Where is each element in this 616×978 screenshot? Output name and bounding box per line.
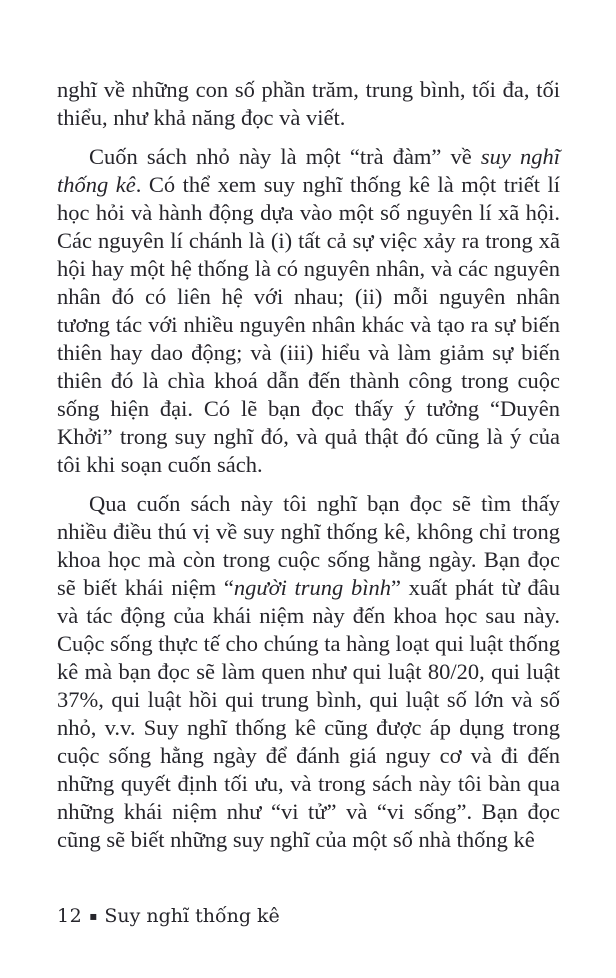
paragraph-text: Cuốn sách nhỏ này là một “trà đàm” về	[89, 144, 481, 169]
body-text	[57, 76, 560, 865]
paragraph-text: Qua cuốn sách này tôi nghĩ bạn đọc sẽ tìm thấy nhiều điều thú vị về suy nghĩ thống kê, không chỉ trong khoa học mà còn trong cuộc sống hằng ngày. Bạn đọc sẽ biết khái niệm “	[57, 491, 560, 600]
page-number: 12	[57, 905, 83, 927]
running-title: Suy nghĩ thống kê	[104, 905, 280, 927]
paragraph-text: ” xuất phát từ đâu và tác động của khái niệm này đến khoa học sau này. Cuộc sống thực tế cho chúng ta hàng loạt qui luật thống kê mà bạn đọc sẽ làm quen như qui luật 80/20, qui luật 37%, qui luật hồi qui trung bình, qui luật số lớn và số nhỏ, v.v. Suy nghĩ thống kê cũng được áp dụng trong cuộc sống hằng ngày để đánh giá nguy cơ và đi đến những quyết định tối ưu, và trong sách này tôi bàn qua những khái niệm như “vi tử” và “vi sống”. Bạn đọc cũng sẽ biết những suy nghĩ của một số nhà thống kê	[57, 575, 560, 852]
footer-square-bullet-icon: ▪	[89, 909, 98, 923]
paragraph-text: . Có thể xem suy nghĩ thống kê là một triết lí học hỏi và hành động dựa vào một số nguyên lí xã hội. Các nguyên lí chánh là (i) tất cả sự việc xảy ra trong xã hội hay một hệ thống là có nguyên nhân, và các nguyên nhân đó có liên hệ với nhau; (ii) mỗi nguyên nhân tương tác với nhiều nguyên nhân khác và tạo ra sự biến thiên hay dao động; và (iii) hiểu và làm giảm sự biến thiên đó là chìa khoá dẫn đến thành công trong cuộc sống hiện đại. Có lẽ bạn đọc thấy ý tưởng “Duyên Khởi” trong suy nghĩ đó, và quả thật đó cũng là ý của tôi khi soạn cuốn sách.	[57, 172, 560, 477]
paragraph-book-content	[57, 490, 560, 854]
page-footer	[57, 903, 560, 929]
italic-phrase: suy nghĩ thống kê	[57, 144, 560, 197]
paragraph-continuation	[57, 76, 560, 132]
paragraph-text: nghĩ về những con số phần trăm, trung bình, tối đa, tối thiểu, như khả năng đọc và viết.	[57, 77, 560, 130]
italic-phrase: người trung bình	[233, 575, 391, 600]
paragraph-book-intro	[57, 143, 560, 479]
